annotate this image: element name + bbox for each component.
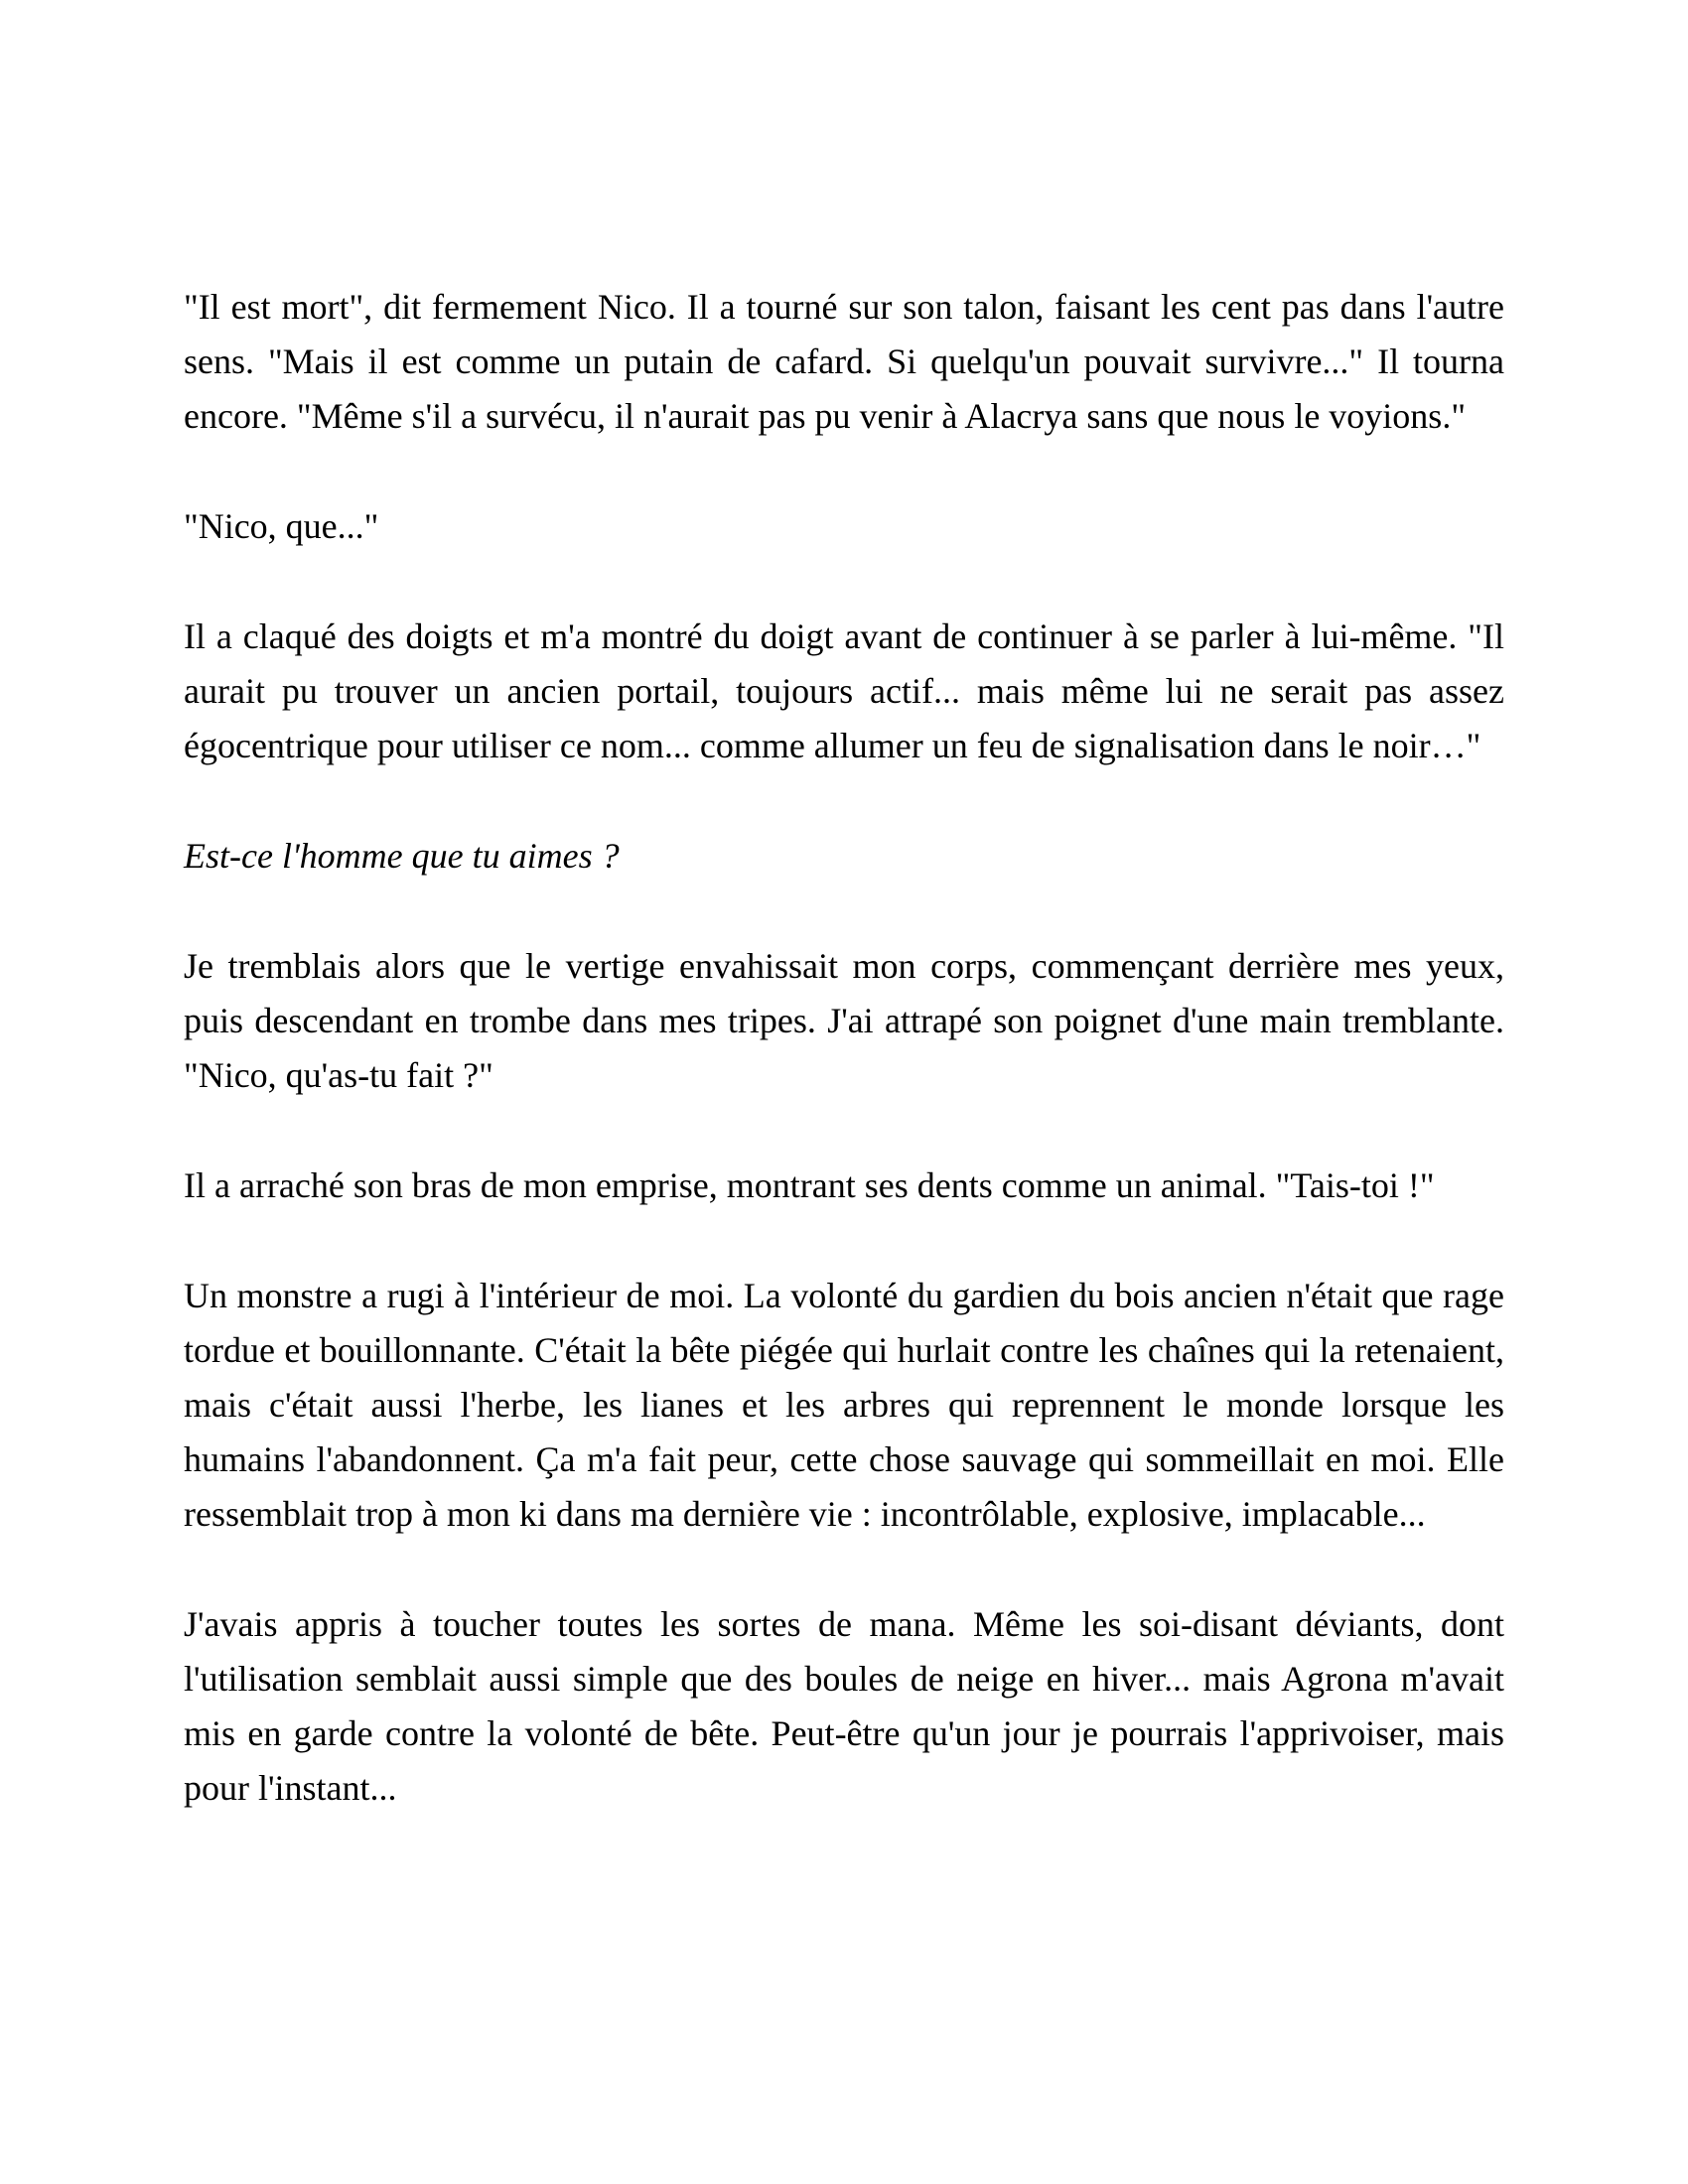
paragraph-dialogue-nico-dead: "Il est mort", dit fermement Nico. Il a tourné sur son talon, faisant les cent pas dans l'autre sens. "Mais il est comme un putain de cafard. Si quelqu'un pouvait survivre..." Il tourna encore. "Même s'il a survécu, il n'aurait pas pu venir à Alacrya sans que nous le voyions." (184, 287, 1504, 436)
paragraph-tais-toi: Il a arraché son bras de mon emprise, montrant ses dents comme un animal. "Tais-toi !" (184, 1165, 1435, 1205)
paragraph-italic-question: Est-ce l'homme que tu aimes ? (184, 836, 620, 876)
paragraph-mana-learning: J'avais appris à toucher toutes les sortes de mana. Même les soi-disant déviants, dont l'utilisation semblait aussi simple que des boules de neige en hiver... mais Agrona m'avait mis en garde contre la volonté de bête. Peut-être qu'un jour je pourrais l'apprivoiser, mais pour l'instant... (184, 1604, 1504, 1808)
paragraph-snapped-fingers: Il a claqué des doigts et m'a montré du doigt avant de continuer à se parler à lui-même. "Il aurait pu trouver un ancien portail, toujours actif... mais même lui ne serait pas assez égocentrique pour utiliser ce nom... comme allumer un feu de signalisation dans le noir…" (184, 616, 1504, 765)
paragraph-dialogue-nico-que: "Nico, que..." (184, 506, 379, 546)
paragraph-trembling: Je tremblais alors que le vertige envahissait mon corps, commençant derrière mes yeux, puis descendant en trombe dans mes tripes. J'ai attrapé son poignet d'une main tremblante. "Nico, qu'as-tu fait ?" (184, 946, 1504, 1095)
paragraph-monster-roared: Un monstre a rugi à l'intérieur de moi. La volonté du gardien du bois ancien n'était que rage tordue et bouillonnante. C'était la bête piégée qui hurlait contre les chaînes qui la retenaient, mais c'était aussi l'herbe, les lianes et les arbres qui reprennent le monde lorsque les humains l'abandonnent. Ça m'a fait peur, cette chose sauvage qui sommeillait en moi. Elle ressemblait trop à mon ki dans ma dernière vie : incontrôlable, explosive, implacable... (184, 1276, 1504, 1534)
text-block (184, 280, 1504, 1816)
